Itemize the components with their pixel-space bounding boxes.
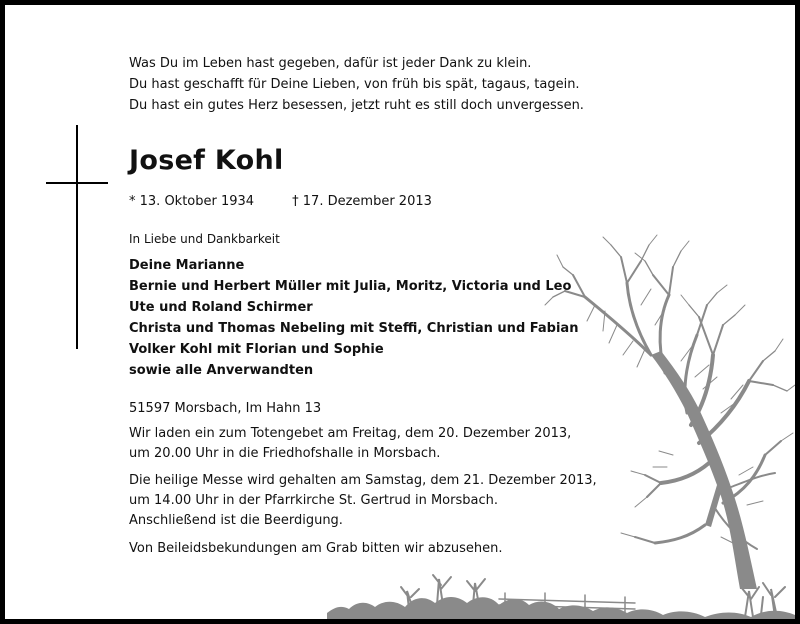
condolence-notice: Von Beileidsbekundungen am Grab bitten wir abzusehen.: [129, 541, 503, 556]
mass-notice: [129, 471, 597, 531]
notice-line: Wir laden ein zum Totengebet am Freitag, dem 20. Dezember 2013,: [129, 426, 572, 441]
death-date: † 17. Dezember 2013: [292, 194, 432, 209]
birth-date: * 13. Oktober 1934: [129, 194, 255, 209]
poem-line: Du hast geschafft für Deine Lieben, von früh bis spät, tagaus, tagein.: [129, 77, 580, 92]
mourner-line: Bernie und Herbert Müller mit Julia, Moritz, Victoria und Leo: [129, 279, 572, 294]
notice-line: Die heilige Messe wird gehalten am Samstag, dem 21. Dezember 2013,: [129, 473, 597, 488]
mourner-line: Volker Kohl mit Florian und Sophie: [129, 342, 384, 357]
intro-line: In Liebe und Dankbarkeit: [129, 232, 280, 246]
prayer-notice: [129, 424, 571, 464]
mourner-line: Ute und Roland Schirmer: [129, 300, 313, 315]
deceased-name: Josef Kohl: [129, 145, 284, 176]
notice-line: um 20.00 Uhr in die Friedhofshalle in Morsbach.: [129, 446, 441, 461]
mourner-line: sowie alle Anverwandten: [129, 363, 314, 378]
address: 51597 Morsbach, Im Hahn 13: [129, 401, 322, 416]
mourner-line: Christa und Thomas Nebeling mit Steffi, Christian und Fabian: [129, 321, 579, 336]
poem: [129, 53, 584, 116]
notice-line: Anschließend ist die Beerdigung.: [129, 513, 343, 528]
cross-icon: [46, 125, 112, 349]
life-dates: [129, 194, 432, 209]
mourners-list: [129, 255, 578, 381]
poem-line: Du hast ein gutes Herz besessen, jetzt ruht es still doch unvergessen.: [129, 98, 584, 113]
notice-line: um 14.00 Uhr in der Pfarrkirche St. Gertrud in Morsbach.: [129, 493, 498, 508]
poem-line: Was Du im Leben hast gegeben, dafür ist jeder Dank zu klein.: [129, 56, 532, 71]
mourner-line: Deine Marianne: [129, 258, 245, 273]
